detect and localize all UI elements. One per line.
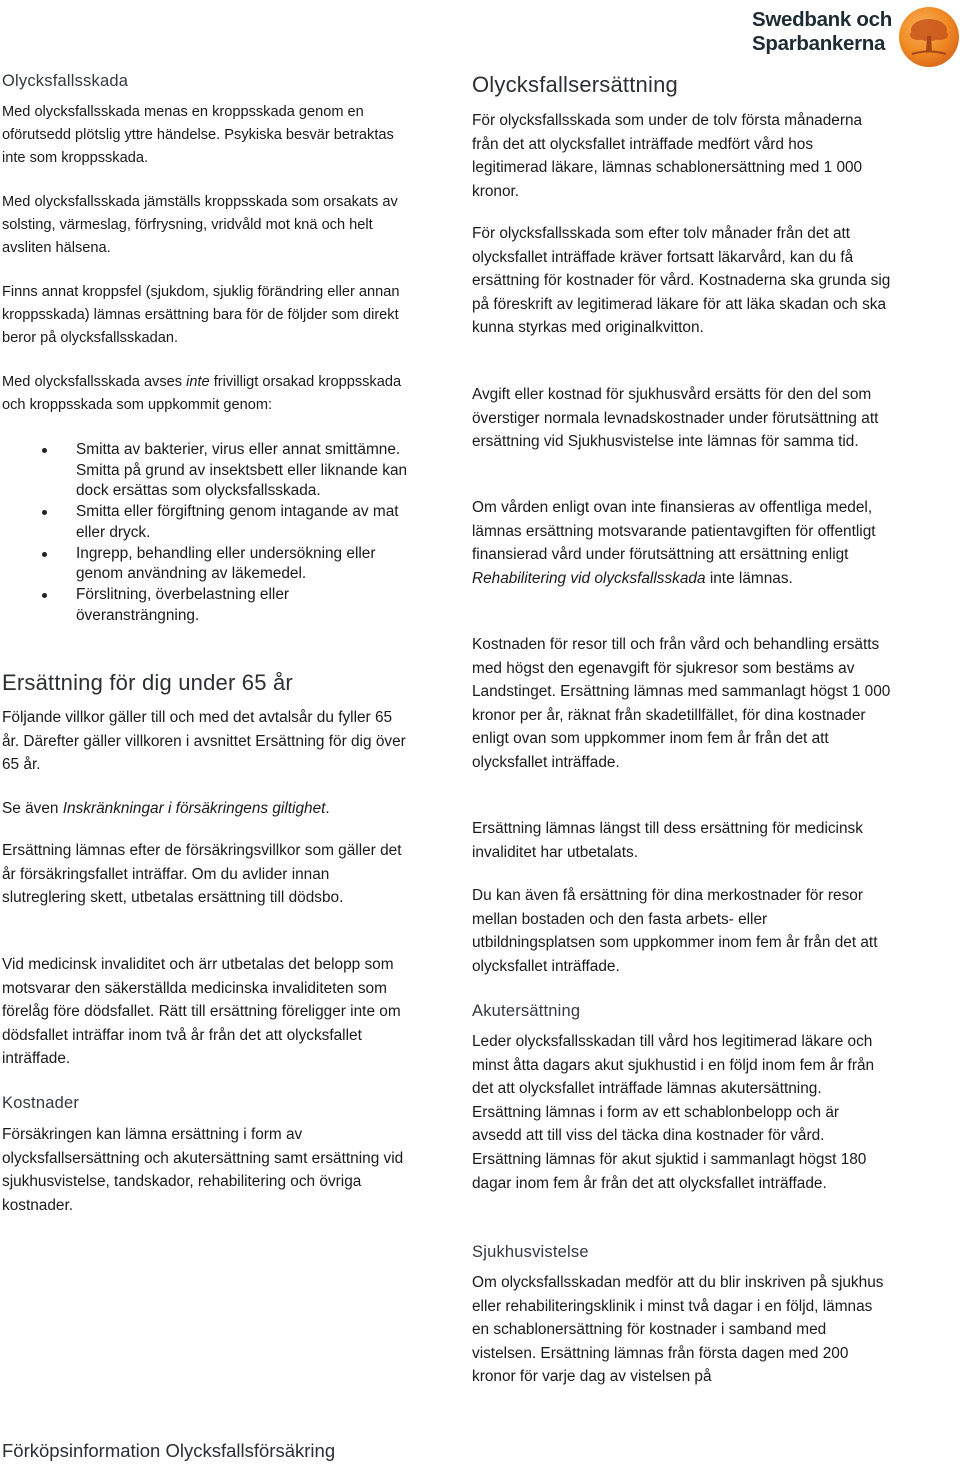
bullet-icon — [42, 552, 47, 557]
text-fragment: inte lämnas. — [705, 569, 793, 587]
list-item-text: Ingrepp, behandling eller undersökning eller genom användning av läkemedel. — [76, 544, 376, 582]
list-item-text: Smitta av bakterier, virus eller annat smittämne. Smitta på grund av insektsbett eller liknande kan dock ersättas som olycksfallsskada. — [76, 441, 408, 499]
text-fragment: Se även — [2, 800, 63, 817]
paragraph-avses-inte — [2, 371, 412, 417]
heading-akutersattning: Akutersättning — [472, 1002, 581, 1020]
text-fragment: Med olycksfallsskada avses — [2, 374, 187, 390]
paragraph-resor: Kostnaden för resor till och från vård och behandling ersätts med högst den egenavgift för sjukresor som bestäms av Landstinget. Ersättning lämnas med sammanlagt högst 1 000 kronor per år, räknat från skadetillfället, för dina kostnader enligt ovan som uppkommer inom fem år från det att olycksfallet inträffade. — [472, 636, 891, 771]
paragraph-villkor: Följande villkor gäller till och med det avtalsår du fyller 65 år. Därefter gäller villkoren i avsnittet Ersättning för dig över 65 år. — [2, 709, 406, 774]
heading-olycksfallsskada: Olycksfallsskada — [2, 72, 129, 90]
paragraph-jamstalls: Med olycksfallsskada jämställs kroppsskada som orsakats av solsting, värmeslag, förfrysning, vridvåld mot knä och helt avsliten hälsena. — [2, 194, 398, 256]
heading-olycksfallsersattning: Olycksfallsersättning — [472, 72, 678, 97]
heading-kostnader: Kostnader — [2, 1094, 80, 1112]
bullet-icon — [42, 510, 47, 515]
emphasis-inte: inte — [186, 374, 210, 390]
list-item — [2, 440, 412, 502]
paragraph-se-aven — [2, 797, 412, 821]
paragraph-sjukhusvard: Avgift eller kostnad för sjukhusvård ersätts för den del som överstiger normala levnadskostnader under förutsättning att ersättning vid Sjukhusvistelse inte lämnas för samma tid. — [472, 386, 879, 451]
bullet-icon — [42, 593, 47, 598]
logo-line-2: Sparbankerna — [752, 32, 886, 55]
paragraph-kroppsfel: Finns annat kroppsfel (sjukdom, sjuklig förändring eller annan kroppsskada) lämnas ersättning bara för de följder som direkt beror på olycksfallsskadan. — [2, 284, 400, 346]
paragraph-sjukhusvistelse: Om olycksfallsskadan medför att du blir inskriven på sjukhus eller rehabiliteringsklinik i minst två dagar i en följd, lämnas en schablonersättning för kostnader i samband med vistelsen. Ersättning lämnas från första dagen med 200 kronor för varje dag av vistelsen på — [472, 1274, 884, 1386]
paragraph-fortsatt-lakarvard: För olycksfallsskada som efter tolv månader från det att olycksfallet inträffade kräver fortsatt läkarvård, kan du få ersättning för kostnader för vård. Kostnaderna ska grunda sig på föreskrift av legitimerad läkare för att läka skadan och ska kunna styrkas med originalkvitton. — [472, 225, 891, 337]
swedbank-logo — [752, 6, 960, 70]
exclusions-list — [2, 440, 412, 627]
link-inskrankningar: Inskränkningar i försäkringens giltighet — [62, 800, 326, 817]
list-item-text: Förslitning, överbelastning eller överansträngning. — [76, 586, 290, 624]
paragraph-offentliga-medel — [472, 496, 892, 590]
paragraph-forsakringsvillkor: Ersättning lämnas efter de försäkringsvillkor som gäller det år försäkringsfallet inträffar. Om du avlider innan slutreglering skett, utbetalas ersättning till dödsbo. — [2, 842, 402, 907]
paragraph-kostnader: Försäkringen kan lämna ersättning i form av olycksfallsersättning och akutersättning samt ersättning vid sjukhusvistelse, tandskador, rehabilitering och övriga kostnader. — [2, 1126, 404, 1214]
list-item-text: Smitta eller förgiftning genom intagande av mat eller dryck. — [76, 503, 399, 541]
paragraph-langst: Ersättning lämnas längst till dess ersättning för medicinsk invaliditet har utbetalats. — [472, 820, 863, 861]
list-item — [2, 502, 412, 543]
heading-ersattning-under-65: Ersättning för dig under 65 år — [2, 670, 293, 695]
paragraph-medicinsk-invaliditet: Vid medicinsk invaliditet och ärr utbetalas det belopp som motsvarar den säkerställda medicinska invaliditeten som förelåg före dödsfallet. Rätt till ersättning föreligger inte om dödsfallet inträffar inom två år från det att olycksfallet inträffade. — [2, 956, 401, 1068]
bullet-icon — [42, 448, 47, 453]
paragraph-schablon: För olycksfallsskada som under de tolv första månaderna från det att olycksfallet inträffade medfört vård hos legitimerad läkare, lämnas schablonersättning med 1 000 kronor. — [472, 112, 863, 200]
paragraph-akutersattning: Leder olycksfallsskadan till vård hos legitimerad läkare och minst åtta dagars akut sjukhustid i en följd inom fem år från det att olycksfallet inträffade lämnas akutersättning. Ersättning lämnas i form av ett schablonbelopp och är avsedd att till viss del täcka dina kostnader för vård. Ersättning lämnas för akut sjuktid i sammanlagt högst 180 dagar inom fem år från det att olycksfallet inträffade. — [472, 1033, 875, 1192]
paragraph-merkostnader: Du kan även få ersättning för dina merkostnader för resor mellan bostaden och den fasta arbets- eller utbildningsplatsen som uppkommer inom fem år från det att olycksfallet inträffade. — [472, 887, 878, 975]
logo-line-1: Swedbank och — [752, 8, 892, 31]
list-item — [2, 585, 412, 626]
oak-tree-icon — [898, 6, 960, 68]
text-fragment: frivilligt orsakad kroppsskada och kroppsskada som uppkommit genom: — [2, 374, 402, 413]
list-item — [2, 544, 412, 585]
heading-sjukhusvistelse: Sjukhusvistelse — [472, 1243, 589, 1261]
logo-text — [752, 8, 892, 56]
text-fragment: Om vården enligt ovan inte finansieras av offentliga medel, lämnas ersättning motsvarande patientavgiften för offentligt finansierad vård under förutsättning att ersättning enligt — [472, 499, 876, 564]
text-fragment: . — [325, 800, 330, 817]
footer-title: Förköpsinformation Olycksfallsförsäkring — [2, 1440, 336, 1461]
paragraph-definition: Med olycksfallsskada menas en kroppsskada genom en oförutsedd plötslig yttre händelse. Psykiska besvär betraktas inte som kroppsskada. — [2, 104, 394, 166]
link-rehabilitering: Rehabilitering vid olycksfallsskada — [472, 569, 706, 587]
